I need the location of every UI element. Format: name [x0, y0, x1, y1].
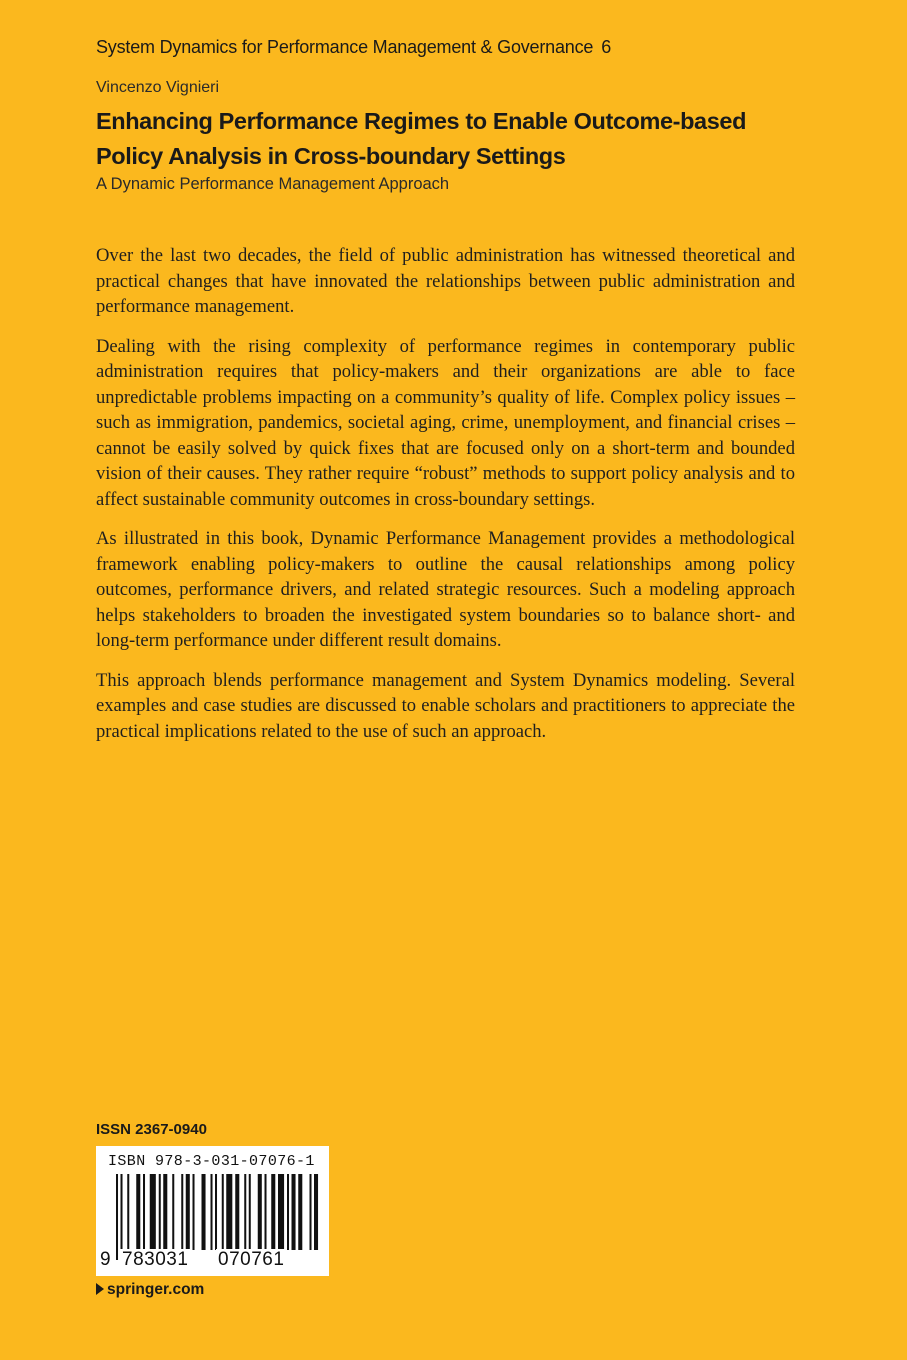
barcode-bar	[127, 1174, 129, 1250]
barcode-bar	[298, 1174, 302, 1250]
back-cover-blurb	[96, 243, 795, 758]
series-volume: 6	[601, 37, 612, 57]
issn-label: ISSN 2367-0940	[96, 1121, 207, 1138]
barcode-bar	[215, 1174, 217, 1250]
barcode-bar	[150, 1174, 156, 1250]
barcode-digits-left: 783031	[122, 1249, 189, 1270]
barcode-bar	[249, 1174, 251, 1250]
barcode-box	[96, 1146, 329, 1276]
barcode-bar	[287, 1174, 289, 1250]
barcode-bar	[292, 1174, 296, 1250]
barcode-bar	[222, 1174, 224, 1250]
barcode-bar	[226, 1174, 232, 1250]
barcode-bar	[314, 1174, 318, 1250]
book-subtitle: A Dynamic Performance Management Approach	[96, 175, 450, 193]
barcode-bar	[211, 1174, 213, 1250]
publisher-link[interactable]	[96, 1281, 204, 1299]
barcode-bar	[278, 1174, 284, 1250]
barcode-bar	[271, 1174, 275, 1260]
series-title	[96, 37, 611, 58]
arrow-right-icon	[96, 1283, 104, 1295]
barcode-bar	[244, 1174, 246, 1250]
barcode-bar	[163, 1174, 167, 1250]
blurb-paragraph: As illustrated in this book, Dynamic Performance Management provides a methodological framework enabling policy-makers to outline the causal relationships among policy outcomes, performance drivers, and related strategic resources. Such a modeling approach helps stakeholders to broaden the investigated system boundaries so to balance short- and long-term performance under different result domains.	[96, 528, 795, 651]
barcode-bar	[186, 1174, 190, 1250]
barcode-bar	[193, 1174, 195, 1250]
barcode-bar	[265, 1174, 267, 1260]
series-name: System Dynamics for Performance Management & Governance	[96, 37, 594, 57]
blurb-paragraph: Dealing with the rising complexity of performance regimes in contemporary public administration requires that policy-makers and their organizations are able to face unpredictable problems impacting on a community’s quality of life. Complex policy issues – such as immigration, pandemics, societal aging, crime, unemployment, and financial crises – cannot be easily solved by quick fixes that are focused only on a short-term and bounded vision of their causes. They rather require “robust” methods to support policy analysis and to affect sustainable community outcomes in cross-boundary settings.	[96, 335, 795, 510]
barcode-bar	[121, 1174, 123, 1260]
blurb-paragraph: Over the last two decades, the field of public administration has witnessed theoretical and practical changes that have innovated the relationships between public administration and performance management.	[96, 245, 795, 317]
barcode-bar	[310, 1174, 312, 1250]
barcode-bar	[172, 1174, 174, 1250]
isbn-label: ISBN 978-3-031-07076-1	[108, 1153, 315, 1170]
blurb-paragraph: This approach blends performance management and System Dynamics modeling. Several examples and case studies are discussed to enable scholars and practitioners to appreciate the practical implications related to the use of such an approach.	[96, 669, 795, 742]
barcode-bar	[159, 1174, 161, 1250]
barcode-digits-right: 070761	[218, 1249, 285, 1270]
book-title: Enhancing Performance Regimes to Enable Outcome-based Policy Analysis in Cross-boundary Settings	[96, 108, 747, 169]
barcode-bar	[181, 1174, 183, 1250]
barcode-bar	[258, 1174, 262, 1250]
barcode-bar	[116, 1174, 118, 1260]
barcode-digit-lead: 9	[100, 1249, 112, 1270]
publisher-url: springer.com	[107, 1281, 205, 1298]
book-author: Vincenzo Vignieri	[96, 79, 220, 96]
barcode-bar	[136, 1174, 140, 1250]
barcode-bar	[143, 1174, 145, 1250]
barcode-bar	[235, 1174, 239, 1250]
barcode-bar	[202, 1174, 206, 1250]
